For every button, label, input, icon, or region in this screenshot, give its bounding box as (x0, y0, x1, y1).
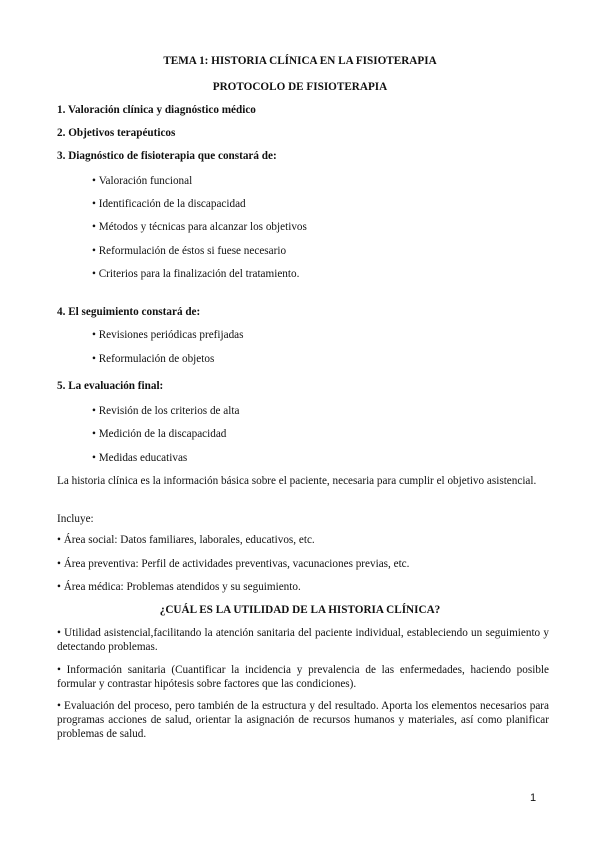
utility-item: • Utilidad asistencial,facilitando la atención sanitaria del paciente individual, estableciendo un seguimiento y detectando problemas. (57, 626, 549, 654)
utility-heading: ¿CUÁL ES LA UTILIDAD DE LA HISTORIA CLÍNICA? (159, 604, 441, 616)
list-item: • Área médica: Problemas atendidos y su seguimiento. (57, 580, 301, 594)
list-item: • Área social: Datos familiares, laborales, educativos, etc. (57, 533, 315, 547)
list-item: • Valoración funcional (92, 174, 192, 188)
list-item: • Criterios para la finalización del tratamiento. (92, 267, 299, 281)
section-heading-2: 2. Objetivos terapéuticos (57, 127, 176, 139)
list-item: • Reformulación de objetos (92, 352, 214, 366)
document-subtitle: PROTOCOLO DE FISIOTERAPIA (212, 81, 388, 93)
list-item: • Reformulación de éstos si fuese necesario (92, 244, 286, 258)
list-item: • Medidas educativas (92, 451, 187, 465)
document-title: TEMA 1: HISTORIA CLÍNICA EN LA FISIOTERAPIA (163, 55, 437, 67)
includes-label: Incluye: (57, 513, 94, 525)
list-item: • Identificación de la discapacidad (92, 197, 246, 211)
section-heading-1: 1. Valoración clínica y diagnóstico médico (57, 104, 256, 116)
utility-item: • Evaluación del proceso, pero también de la estructura y del resultado. Aporta los elementos necesarios para programas acciones de salud, orientar la asignación de recursos humanos y materiales, así como planificar problemas de salud. (57, 699, 549, 741)
list-item: • Medición de la discapacidad (92, 427, 226, 441)
section-heading-3: 3. Diagnóstico de fisioterapia que constará de: (57, 150, 277, 162)
section-heading-4: 4. El seguimiento constará de: (57, 306, 201, 318)
list-item: • Métodos y técnicas para alcanzar los objetivos (92, 220, 307, 234)
page-number: 1 (530, 792, 537, 804)
list-item: • Revisión de los criterios de alta (92, 404, 239, 418)
utility-item: • Información sanitaria (Cuantificar la incidencia y prevalencia de las enfermedades, haciendo posible formular y contrastar hipótesis sobre factores que las condiciones). (57, 663, 549, 691)
list-item: • Revisiones periódicas prefijadas (92, 328, 244, 342)
list-item: • Área preventiva: Perfil de actividades preventivas, vacunaciones previas, etc. (57, 557, 409, 571)
section-heading-5: 5. La evaluación final: (57, 380, 164, 392)
intro-paragraph: La historia clínica es la información básica sobre el paciente, necesaria para cumplir el objetivo asistencial. (57, 475, 537, 487)
